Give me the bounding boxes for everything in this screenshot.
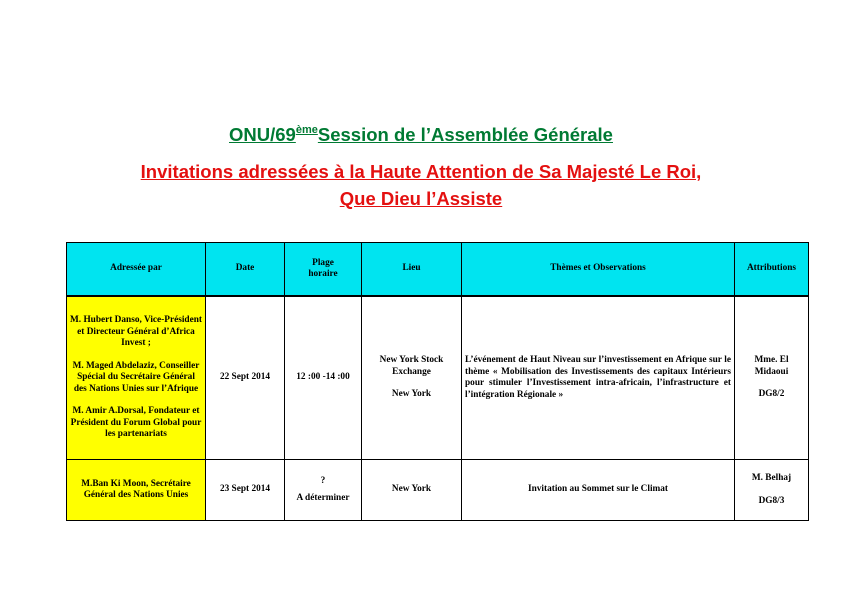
lieu-line: New York xyxy=(391,484,432,495)
cell-adressee-par xyxy=(67,296,206,460)
cell-themes: L’événement de Haut Niveau sur l’investissement en Afrique sur le thème « Mobilisation des Investissements des capitaux Intérieurs pour stimuler l’Investissement intra-africain, l’infrastructure et l’intégration Régionale » xyxy=(462,296,735,460)
cell-plage-horaire xyxy=(285,460,362,521)
lieu-line: New York xyxy=(391,389,432,400)
subtitle-line-2: Que Dieu l’Assiste xyxy=(339,188,503,209)
cell-attributions xyxy=(735,460,809,521)
title-suffix: Session de l’Assemblée Générale xyxy=(317,124,613,145)
table-header-row xyxy=(67,243,809,297)
plage-line: ? xyxy=(320,475,326,486)
attribution-name: Mme. El Midaoui xyxy=(754,355,789,377)
cell-lieu xyxy=(362,296,462,460)
table-row xyxy=(67,460,809,521)
plage-horaire-label: Plage horaire xyxy=(308,257,338,279)
cell-date: 23 Sept 2014 xyxy=(206,460,285,521)
column-header-plage-horaire xyxy=(285,243,362,297)
column-header-adressee-par: Adressée par xyxy=(67,243,206,297)
lieu-line: New York Stock Exchange xyxy=(379,355,444,377)
sender-entry: M. Maged Abdelaziz, Conseiller Spécial du Secrétaire Général des Nations Unies sur l’Afrique xyxy=(72,360,200,394)
attribution-name: M. Belhaj xyxy=(751,473,792,483)
document-title xyxy=(0,124,842,146)
cell-attributions xyxy=(735,296,809,460)
column-header-lieu: Lieu xyxy=(362,243,462,297)
cell-date: 22 Sept 2014 xyxy=(206,296,285,460)
plage-line: A déterminer xyxy=(296,493,350,503)
cell-lieu xyxy=(362,460,462,521)
cell-themes: Invitation au Sommet sur le Climat xyxy=(462,460,735,521)
title-prefix: ONU/69 xyxy=(229,124,296,145)
cell-adressee-par xyxy=(67,460,206,521)
document-subtitle xyxy=(0,158,842,212)
sender-entry: M.Ban Ki Moon, Secrétaire Général des Nations Unies xyxy=(81,478,191,500)
sender-entry: M. Hubert Danso, Vice-Président et Directeur Général d’Africa Invest ; xyxy=(70,315,202,349)
sender-entry: M. Amir A.Dorsal, Fondateur et Président du Forum Global pour les partenariats xyxy=(70,406,202,440)
title-superscript: ème xyxy=(295,124,318,136)
subtitle-line-1: Invitations adressées à la Haute Attention de Sa Majesté Le Roi, xyxy=(140,161,702,182)
column-header-themes: Thèmes et Observations xyxy=(462,243,735,297)
cell-plage-horaire: 12 :00 -14 :00 xyxy=(285,296,362,460)
attribution-code: DG8/2 xyxy=(758,389,785,400)
column-header-date: Date xyxy=(206,243,285,297)
invitations-table xyxy=(66,242,809,521)
column-header-attributions: Attributions xyxy=(735,243,809,297)
attribution-code: DG8/3 xyxy=(758,495,785,506)
table-row xyxy=(67,296,809,460)
